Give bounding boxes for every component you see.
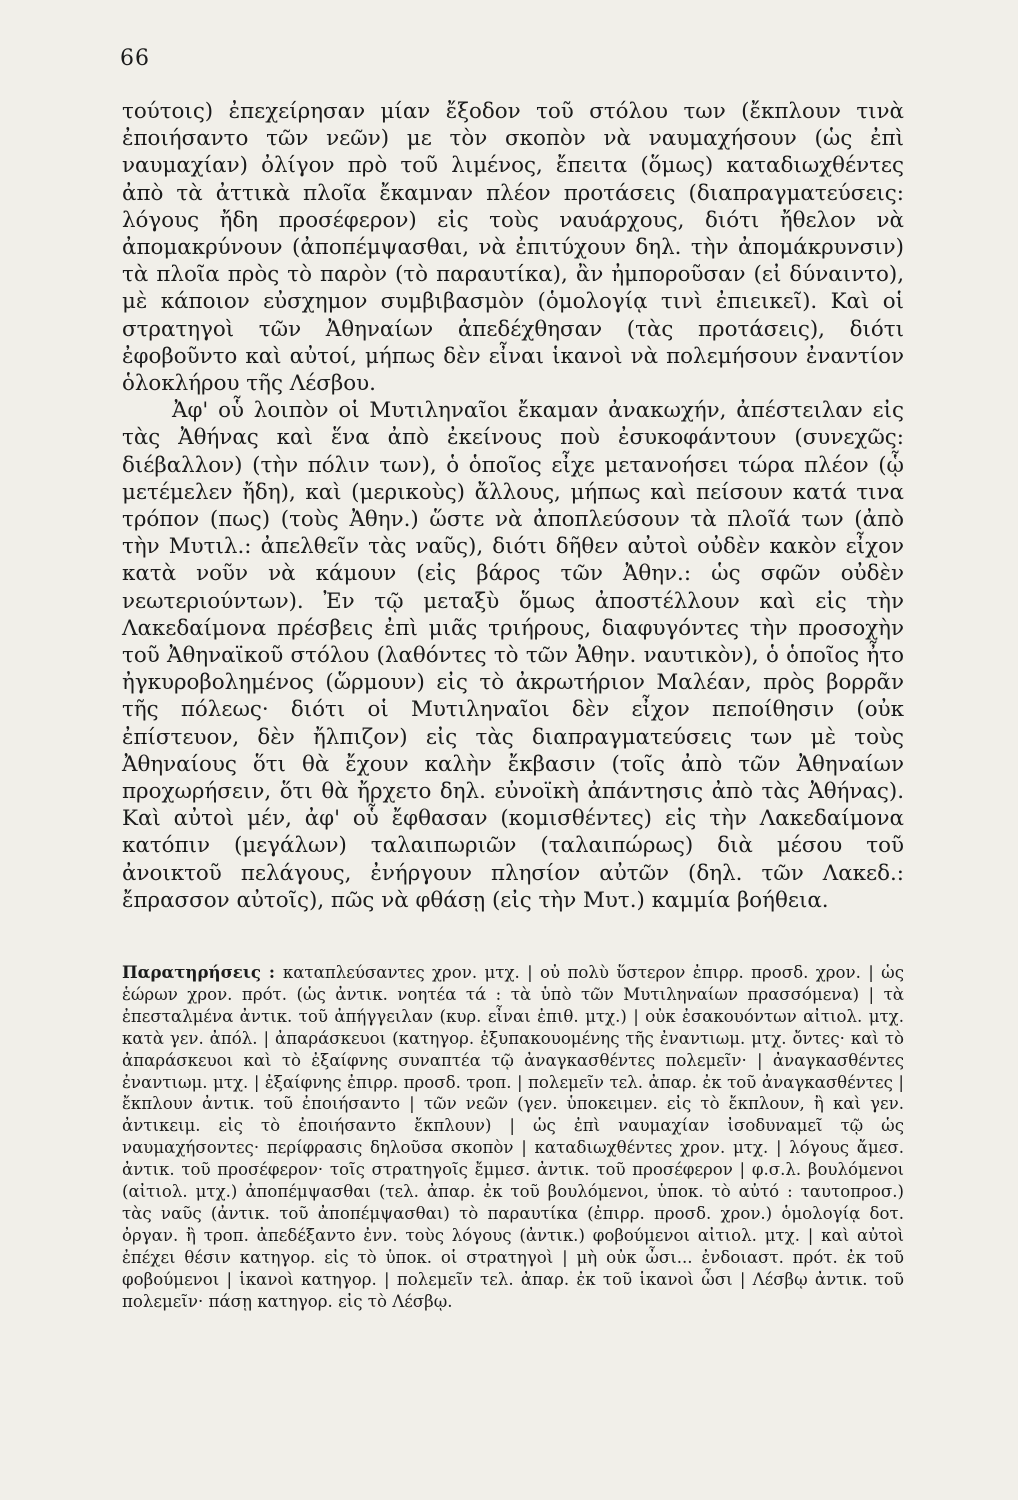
- paragraph: Ἀφ' οὗ λοιπὸν οἱ Μυτιληναῖοι ἔκαμαν ἀνακωχήν, ἀπέστειλαν εἰς τὰς Ἀθήνας καὶ ἕνα ἀπὸ ἐκείνους ποὺ ἐσυκοφάντουν (συνεχῶς: διέβαλλον) (τὴν πόλιν των), ὁ ὁποῖος εἶχε μετανοήσει τώρα πλέον (ᾧ μετέμελεν ἤδη), καὶ (μερικοὺς) ἄλλους, μήπως καὶ πείσουν κατά τινα τρόπον (πως) (τοὺς Ἀθην.) ὥστε νὰ ἀποπλεύσουν τὰ πλοῖά των (ἀπὸ τὴν Μυτιλ.: ἀπελθεῖν τὰς ναῦς), διότι δῆθεν αὐτοὶ οὐδὲν κακὸν εἶχον κατὰ νοῦν νὰ κάμουν (εἰς βάρος τῶν Ἀθην.: ὡς σφῶν οὐδὲν νεωτεριούντων). Ἐν τῷ μεταξὺ ὅμως ἀποστέλλουν καὶ εἰς τὴν Λακεδαίμονα πρέσβεις ἐπὶ μιᾶς τριήρους, διαφυγόντες τὴν προσοχὴν τοῦ Ἀθηναϊκοῦ στόλου (λαθόντες τὸ τῶν Ἀθην. ναυτικὸν), ὁ ὁποῖος ἦτο ἠγκυροβολημένος (ὥρμουν) εἰς τὸ ἀκρωτήριον Μαλέαν, πρὸς βορρᾶν τῆς πόλεως· διότι οἱ Μυτιληναῖοι δὲν εἶχον πεποίθησιν (οὐκ ἐπίστευον, δὲν ἤλπιζον) εἰς τὰς διαπραγματεύσεις των μὲ τοὺς Ἀθηναίους ὅτι θὰ ἔχουν καλὴν ἔκβασιν (τοῖς ἀπὸ τῶν Ἀθηναίων προχωρήσειν, ὅτι θὰ ἤρχετο δηλ. εὐνοϊκὴ ἀπάντησις ἀπὸ τὰς Ἀθήνας). Καὶ αὐτοὶ μέν, ἀφ' οὗ ἔφθασαν (κομισθέντες) εἰς τὴν Λακεδαίμονα κατόπιν (μεγάλων) ταλαιπωριῶν (ταλαιπώρως) διὰ μέσου τοῦ ἀνοικτοῦ πελάγους, ἐνήργουν πλησίον αὐτῶν (δηλ. τῶν Λακεδ.: ἔπρασσον αὐτοῖς), πῶς νὰ φθάσῃ (εἰς τὴν Μυτ.) καμμία βοήθεια.: [122, 398, 904, 913]
- notes-section: [122, 962, 904, 1313]
- main-text: [122, 98, 904, 914]
- page-number: 66: [120, 46, 150, 71]
- notes-heading: Παρατηρήσεις :: [122, 962, 283, 982]
- paragraph: τούτοις) ἐπεχείρησαν μίαν ἔξοδον τοῦ στόλου των (ἔκπλουν τινὰ ἐποιήσαντο τῶν νεῶν) με τὸν σκοπὸν νὰ ναυμαχήσουν (ὡς ἐπὶ ναυμαχίαν) ὀλίγον πρὸ τοῦ λιμένος, ἔπειτα (ὅμως) καταδιωχθέντες ἀπὸ τὰ ἀττικὰ πλοῖα ἔκαμναν πλέον προτάσεις (διαπραγματεύσεις: λόγους ἤδη προσέφερον) εἰς τοὺς ναυάρχους, διότι ἤθελον νὰ ἀπομακρύνουν (ἀποπέμψασθαι, νὰ ἐπιτύχουν δηλ. τὴν ἀπομάκρυνσιν) τὰ πλοῖα πρὸς τὸ παρὸν (τὸ παραυτίκα), ἂν ἠμποροῦσαν (εἰ δύναιντο), μὲ κάποιον εὐσχημον συμβιβασμὸν (ὁμολογίᾳ τινὶ ἐπιεικεῖ). Καὶ οἱ στρατηγοὶ τῶν Ἀθηναίων ἀπεδέχθησαν (τὰς προτάσεις), διότι ἐφοβοῦντο καὶ αὐτοί, μήπως δὲν εἶναι ἱκανοὶ νὰ πολεμήσουν ἐναντίον ὁλοκλήρου τῆς Λέσβου.: [122, 99, 904, 397]
- notes-body: καταπλεύσαντες χρον. μτχ. | οὐ πολὺ ὕστερον ἐπιρρ. προσδ. χρον. | ὡς ἑώρων χρον. πρότ. (ὡς ἀντικ. νοητέα τά : τὰ ὑπὸ τῶν Μυτιληναίων πρασσόμενα) | τὰ ἐπεσταλμένα ἀντικ. τοῦ ἀπήγγειλαν (κυρ. εἶναι ἐπιθ. μτχ.) | οὐκ ἐσακουόντων αἰτιολ. μτχ. κατὰ γεν. ἀπόλ. | ἀπαράσκευοι (κατηγορ. ἐξυπακουομένης τῆς ἐναντιωμ. μτχ. ὄντες· καὶ τὸ ἀπαράσκευοι καὶ τὸ ἐξαίφνης συναπτέα τῷ ἀναγκασθέντες πολεμεῖν· | ἀναγκασθέντες ἐναντιωμ. μτχ. | ἐξαίφνης ἐπιρρ. προσδ. τροπ. | πολεμεῖν τελ. ἀπαρ. ἐκ τοῦ ἀναγκασθέντες | ἔκπλουν ἀντικ. τοῦ ἐποιήσαντο | τῶν νεῶν (γεν. ὑποκειμεν. εἰς τὸ ἔκπλουν, ἢ καὶ γεν. ἀντικειμ. εἰς τὸ ἐποιήσαντο ἔκπλουν) | ὡς ἐπὶ ναυμαχίαν ἰσοδυναμεῖ τῷ ὡς ναυμαχήσοντες· περίφρασις δηλοῦσα σκοπὸν | καταδιωχθέντες χρον. μτχ. | λόγους ἄμεσ. ἀντικ. τοῦ προσέφερον· τοῖς στρατηγοῖς ἔμμεσ. ἀντικ. τοῦ προσέφερον | φ.σ.λ. βουλόμενοι (αἰτιολ. μτχ.) ἀποπέμψασθαι (τελ. ἀπαρ. ἐκ τοῦ βουλόμενοι, ὑποκ. τὸ αὐτό : ταυτοπροσ.) τὰς ναῦς (ἀντικ. τοῦ ἀποπέμψασθαι) τὸ παραυτίκα (ἐπιρρ. προσδ. χρον.) ὁμολογίᾳ δοτ. ὀργαν. ἢ τροπ. ἀπεδέξαντο ἐνν. τοὺς λόγους (ἀντικ.) φοβούμενοι αἰτιολ. μτχ. | καὶ αὐτοὶ ἐπέχει θέσιν κατηγορ. εἰς τὸ ὑποκ. οἱ στρατηγοὶ | μὴ οὐκ ὦσι... ἐνδοιαστ. πρότ. ἐκ τοῦ φοβούμενοι | ἱκανοὶ κατηγορ. | πολεμεῖν τελ. ἀπαρ. ἐκ τοῦ ἱκανοὶ ὦσι | Λέσβῳ ἀντικ. τοῦ πολεμεῖν· πάσῃ κατηγορ. εἰς τὸ Λέσβῳ.: [122, 963, 904, 1311]
